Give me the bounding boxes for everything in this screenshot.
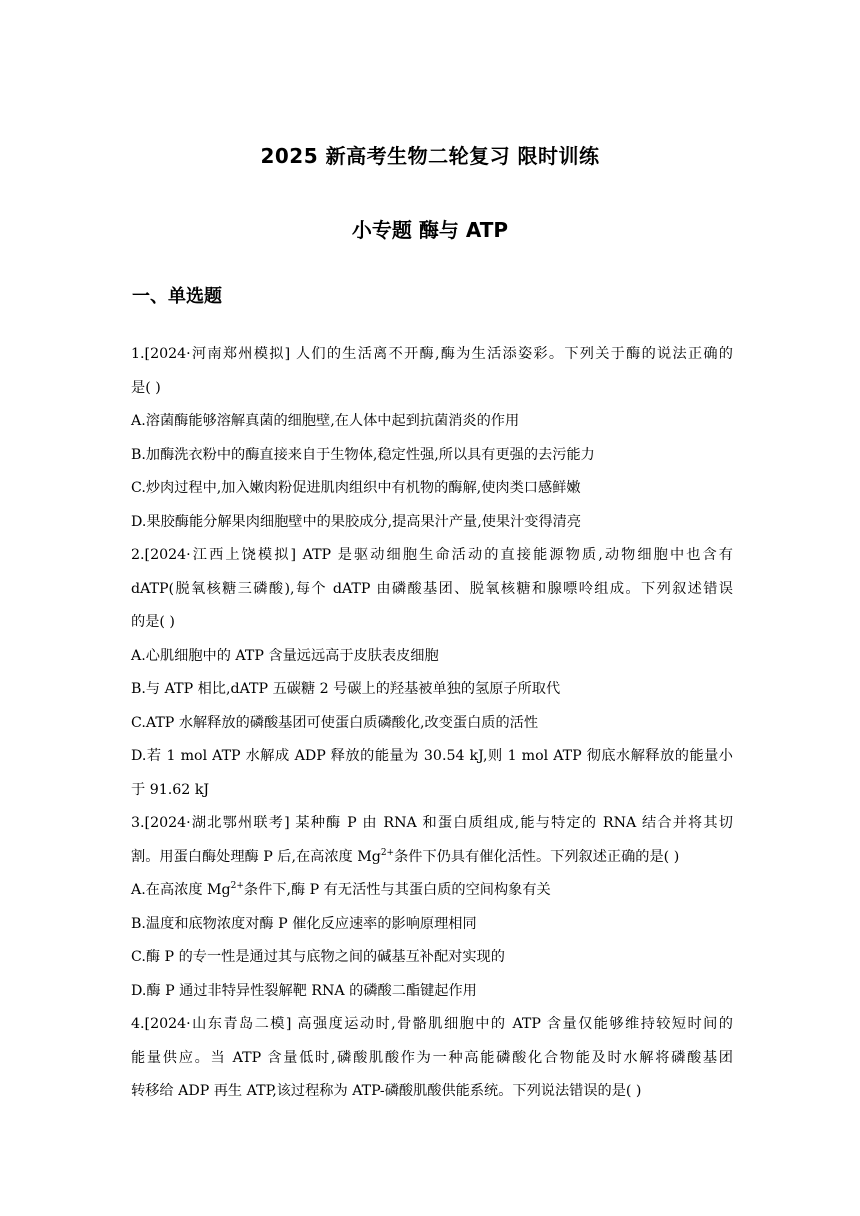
question-2 <box>131 539 733 807</box>
stem-text: 条件下仍具有催化活性。下列叙述正确的是( ) <box>394 848 680 865</box>
question-stem-line: dATP(脱氧核糖三磷酸),每个 dATP 由磷酸基团、脱氧核糖和腺嘌呤组成。下列叙述错误 <box>131 580 733 597</box>
question-stem-line: 4.[2024·山东青岛二模] 高强度运动时,骨骼肌细胞中的 ATP 含量仅能够维持较短时间的 <box>131 1016 733 1032</box>
question-1 <box>131 338 733 539</box>
page-subtitle: 小专题 酶与 ATP <box>351 218 509 242</box>
option-b: B.加酶洗衣粉中的酶直接来自于生物体,稳定性强,所以具有更强的去污能力 <box>131 446 595 463</box>
question-3 <box>131 807 733 1008</box>
option-d: D.果胶酶能分解果肉细胞壁中的果胶成分,提高果汁产量,使果汁变得清亮 <box>131 513 582 530</box>
section-heading: 一、单选题 <box>132 286 222 307</box>
option-c: C.酶 P 的专一性是通过其与底物之间的碱基互补配对实现的 <box>131 949 505 965</box>
option-text: A.在高浓度 Mg <box>131 882 231 898</box>
question-stem-line: 是( ) <box>131 379 161 396</box>
option-text: 条件下,酶 P 有无活性与其蛋白质的空间构象有关 <box>243 882 551 898</box>
superscript: 2+ <box>380 847 395 858</box>
option-b: B.与 ATP 相比,dATP 五碳糖 2 号碳上的羟基被单独的氢原子所取代 <box>131 681 561 697</box>
option-d-continued: 于 91.62 kJ <box>131 781 210 798</box>
option-a <box>131 874 733 908</box>
question-stem-line: 能量供应。当 ATP 含量低时,磷酸肌酸作为一种高能磷酸化合物能及时水解将磷酸基团 <box>131 1049 733 1066</box>
question-stem-line: 转移给 ADP 再生 ATP,该过程称为 ATP-磷酸肌酸供能系统。下列说法错误的是( ) <box>131 1083 642 1099</box>
option-d: D.若 1 mol ATP 水解成 ADP 释放的能量为 30.54 kJ,则 1 mol ATP 彻底水解释放的能量小 <box>131 748 733 764</box>
page-title: 2025 新高考生物二轮复习 限时训练 <box>260 144 600 168</box>
question-4 <box>131 1008 733 1109</box>
stem-text: 割。用蛋白酶处理酶 P 后,在高浓度 Mg <box>131 848 381 865</box>
option-b: B.温度和底物浓度对酶 P 催化反应速率的影响原理相同 <box>131 915 477 932</box>
option-a: A.溶菌酶能够溶解真菌的细胞壁,在人体中起到抗菌消炎的作用 <box>131 413 520 429</box>
option-a: A.心肌细胞中的 ATP 含量远远高于皮肤表皮细胞 <box>131 647 439 664</box>
question-stem-line: 2.[2024·江西上饶模拟] ATP 是驱动细胞生命活动的直接能源物质,动物细胞中也含有 <box>131 547 733 563</box>
question-stem-line: 1.[2024·河南郑州模拟] 人们的生活离不开酶,酶为生活添姿彩。下列关于酶的说法正确的 <box>131 346 733 362</box>
option-d: D.酶 P 通过非特异性裂解靶 RNA 的磷酸二酯键起作用 <box>131 982 477 999</box>
option-c: C.ATP 水解释放的磷酸基团可使蛋白质磷酸化,改变蛋白质的活性 <box>131 714 539 731</box>
option-c: C.炒肉过程中,加入嫩肉粉促进肌肉组织中有机物的酶解,使肉类口感鲜嫩 <box>131 480 581 496</box>
question-stem-line <box>131 841 733 875</box>
question-stem-line: 3.[2024·湖北鄂州联考] 某种酶 P 由 RNA 和蛋白质组成,能与特定的 RNA 结合并将其切 <box>131 815 733 831</box>
question-stem-line: 的是( ) <box>131 614 175 630</box>
superscript: 2+ <box>230 881 244 891</box>
question-list <box>131 338 733 1109</box>
